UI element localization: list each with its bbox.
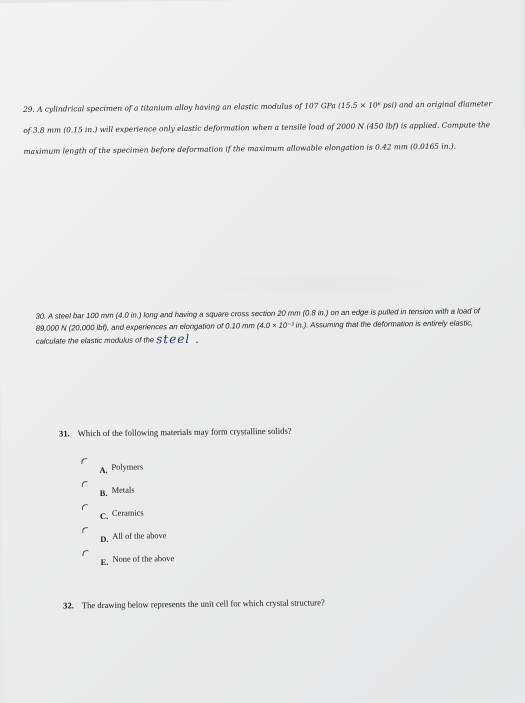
radio-button-icon[interactable] bbox=[81, 458, 87, 464]
question-31 bbox=[59, 423, 479, 438]
question-29 bbox=[23, 93, 494, 162]
choice-letter: D. bbox=[100, 534, 109, 544]
radio-button-icon[interactable] bbox=[82, 481, 88, 487]
question-32 bbox=[63, 595, 483, 610]
question-31-choices bbox=[81, 457, 382, 576]
choice-letter: C. bbox=[99, 511, 109, 521]
bleed-through-shadow bbox=[199, 268, 439, 301]
choice-text: All of the above bbox=[112, 531, 167, 541]
choice-letter: B. bbox=[99, 488, 108, 498]
question-32-number: 32. bbox=[63, 600, 74, 611]
choice-text: Polymers bbox=[111, 462, 144, 472]
radio-button-icon[interactable] bbox=[82, 550, 88, 556]
choice-text: None of the above bbox=[112, 554, 175, 564]
choice-letter: A. bbox=[99, 465, 108, 476]
question-30 bbox=[36, 305, 488, 348]
question-29-number: 29. bbox=[22, 104, 35, 114]
question-30-number: 30. bbox=[35, 311, 47, 321]
radio-button-icon[interactable] bbox=[82, 527, 88, 533]
question-29-text: A cylindrical specimen of a titanium alloy having an elastic modulus of 107 GPa (15.5 × 10⁶ psi) and an original diameter of 3.8 mm (0.15 in.) will experience only elastic deformation when a tensile load of 2000 N (450 lbf) is applied. Compute the maximum length of the specimen before deformation if the maximum allowable elongation is 0.42 mm (0.0165 in.). bbox=[23, 99, 493, 156]
handwritten-annotation: steel . bbox=[156, 331, 200, 347]
choice-text: Ceramics bbox=[111, 508, 144, 518]
question-30-text: A steel bar 100 mm (4.0 in.) long and having a square cross section 20 mm (0.8 in.) on an edge is pulled in tension with a load of 89,000 N (20,000 lbf), and experiences an elongation of 0.10 mm (4.0 × 10⁻³ in.). Assuming that the deformation is entirely elastic, calculate the elastic modulus of the bbox=[35, 306, 480, 346]
radio-button-icon[interactable] bbox=[82, 504, 88, 510]
question-31-number: 31. bbox=[58, 428, 70, 439]
question-31-text: Which of the following materials may form crystalline solids? bbox=[77, 425, 292, 439]
choice-e[interactable] bbox=[82, 549, 382, 576]
choice-text: Metals bbox=[111, 485, 135, 495]
choice-letter: E. bbox=[100, 557, 109, 567]
question-32-text: The drawing below represents the unit cell for which crystal structure? bbox=[81, 597, 325, 611]
